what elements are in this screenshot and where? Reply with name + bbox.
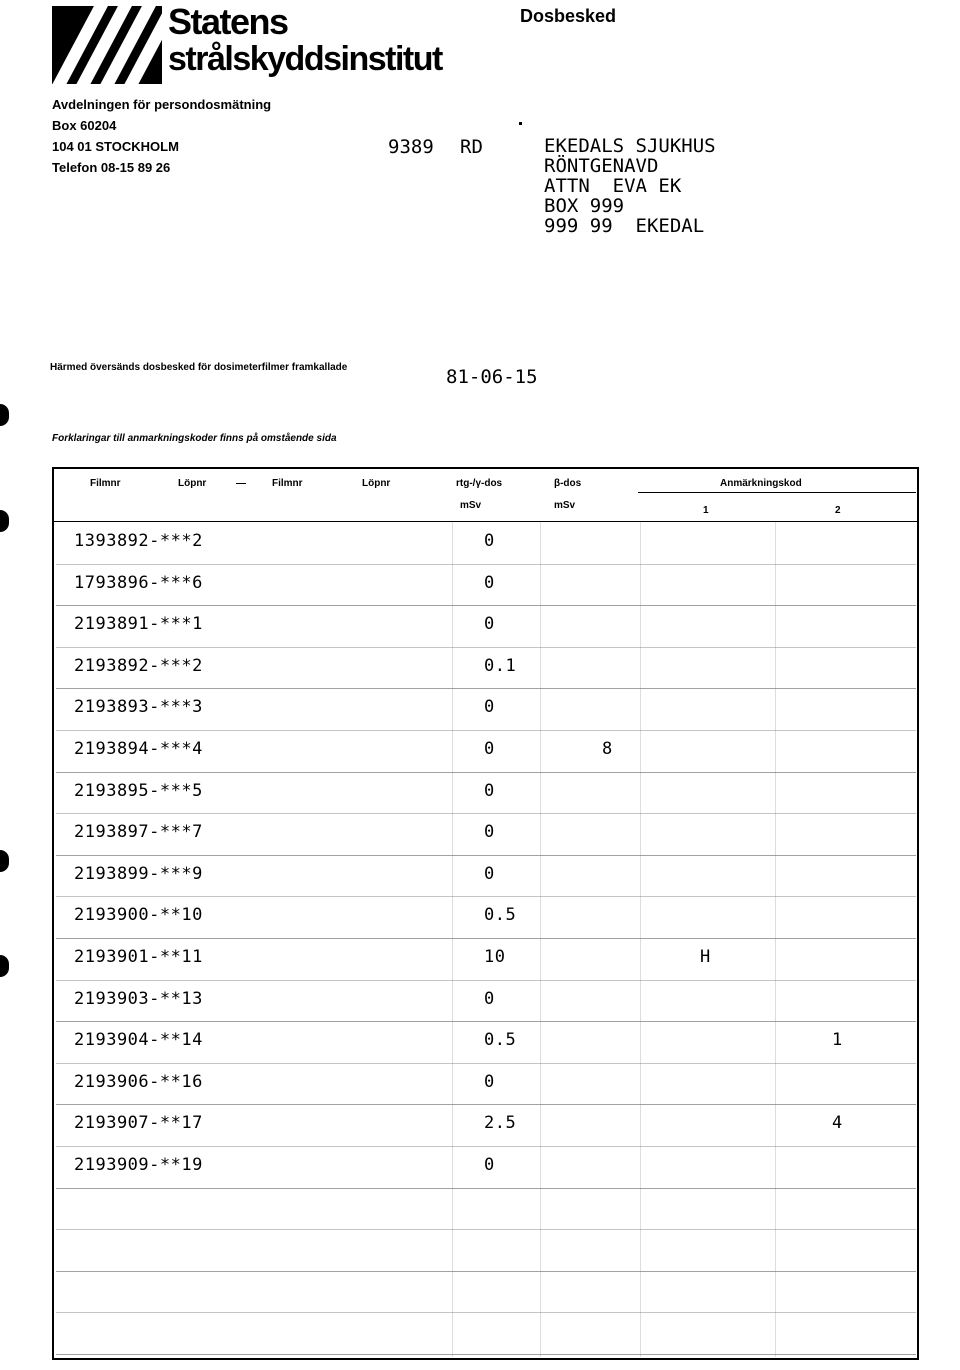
rtg-dose-cell: 0: [484, 780, 495, 801]
margin-mark: [0, 404, 9, 426]
column-divider: [540, 522, 541, 1357]
rtg-dose-cell: 0: [484, 1155, 495, 1175]
film-number-cell: 2193893-***3: [74, 697, 203, 718]
recipient-line: RÖNTGENAVD: [544, 155, 659, 177]
recipient-address: [544, 136, 716, 236]
remark-1-cell: H: [700, 947, 711, 967]
rtg-dose-cell: 0: [484, 531, 495, 551]
sender-address: [52, 94, 271, 178]
column-divider: [775, 522, 776, 1357]
row-divider: [56, 647, 916, 648]
column-divider: [640, 522, 641, 1357]
film-number-cell: 1393892-***2: [74, 531, 203, 551]
film-number-cell: 2193904-**14: [74, 1030, 203, 1051]
film-number-cell: 2193894-***4: [74, 739, 203, 759]
rtg-dose-cell: 2.5: [484, 1113, 517, 1134]
film-number-cell: 2193899-***9: [74, 863, 203, 884]
organization-name: [168, 1, 442, 78]
rtg-dose-cell: 0: [484, 614, 495, 635]
rtg-dose-cell: 10: [484, 947, 506, 967]
header-lopnr: Löpnr: [178, 478, 207, 489]
rtg-dose-cell: 0: [484, 739, 495, 759]
header-lopnr-to: Löpnr: [362, 478, 391, 489]
row-divider: [56, 1229, 916, 1230]
rtg-dose-cell: 0: [484, 863, 495, 884]
sender-city: 104 01 STOCKHOLM: [52, 139, 179, 154]
header-remarks-rule: [638, 492, 916, 493]
row-divider: [56, 1104, 916, 1105]
row-divider: [56, 1312, 916, 1313]
remark-2-cell: 4: [832, 1113, 843, 1134]
film-number-cell: 2193895-***5: [74, 780, 203, 801]
row-divider: [56, 1063, 916, 1064]
row-divider: [56, 564, 916, 565]
row-divider: [56, 605, 916, 606]
header-dash: —: [236, 478, 246, 489]
film-number-cell: 2193892-***2: [74, 655, 203, 676]
row-divider: [56, 855, 916, 856]
recipient-line: EKEDALS SJUKHUS: [544, 135, 716, 157]
row-divider: [56, 1354, 916, 1355]
film-number-cell: 2193907-**17: [74, 1113, 203, 1134]
row-divider: [56, 980, 916, 981]
film-number-cell: 2193901-**11: [74, 947, 203, 967]
rtg-dose-cell: 0: [484, 697, 495, 718]
row-divider: [56, 688, 916, 689]
rtg-dose-cell: 0: [484, 822, 495, 843]
customer-number: 9389: [388, 136, 434, 158]
margin-mark: [0, 510, 9, 532]
header-beta-dose: β-dos: [554, 478, 582, 489]
rtg-dose-cell: 0: [484, 1071, 495, 1092]
film-number-cell: 2193909-**19: [74, 1155, 203, 1175]
recipient-line: BOX 999: [544, 195, 625, 217]
header-remarks: Anmärkningskod: [720, 478, 802, 489]
row-divider: [56, 813, 916, 814]
header-beta-unit: mSv: [554, 500, 576, 511]
row-divider: [56, 730, 916, 731]
organization-name-line1: Statens: [168, 1, 288, 42]
recipient-line: 999 99 EKEDAL: [544, 215, 705, 237]
row-divider: [56, 1021, 916, 1022]
header-bottom-rule: [54, 521, 917, 522]
recipient-line: ATTN EVA EK: [544, 175, 682, 197]
row-divider: [56, 938, 916, 939]
column-divider: [452, 522, 453, 1357]
dot-mark: [519, 122, 522, 125]
intro-text: Härmed översänds dosbesked för dosimeterfilmer framkallade: [50, 362, 348, 373]
row-divider: [56, 1271, 916, 1272]
sender-phone: Telefon 08-15 89 26: [52, 160, 171, 175]
row-divider: [56, 896, 916, 897]
header-filmnr: Filmnr: [90, 478, 121, 489]
beta-dose-cell: 8: [602, 739, 613, 759]
row-divider: [56, 1188, 916, 1189]
document-type: Dosbesked: [520, 6, 617, 26]
explanation-note: Forklaringar till anmarkningskoder finns på omstående sida: [52, 433, 337, 444]
margin-mark: [0, 850, 9, 872]
organization-name-line2: strålskyddsinstitut: [168, 40, 442, 78]
film-number-cell: 1793896-***6: [74, 572, 203, 593]
rtg-dose-cell: 0: [484, 572, 495, 593]
row-divider: [56, 772, 916, 773]
film-number-cell: 2193900-**10: [74, 905, 203, 926]
header-rtg-dose: rtg-/γ-dos: [456, 478, 503, 489]
sender-box: Box 60204: [52, 118, 117, 133]
rtg-dose-cell: 0.1: [484, 655, 517, 676]
header-filmnr-to: Filmnr: [272, 478, 303, 489]
remark-2-cell: 1: [832, 1030, 843, 1051]
film-number-cell: 2193906-**16: [74, 1071, 203, 1092]
film-number-cell: 2193903-**13: [74, 988, 203, 1009]
processing-date: 81-06-15: [446, 366, 538, 388]
customer-code: RD: [460, 136, 483, 158]
rtg-dose-cell: 0.5: [484, 905, 517, 926]
row-divider: [56, 1146, 916, 1147]
header-remark-col-2: 2: [835, 505, 841, 516]
film-number-cell: 2193897-***7: [74, 822, 203, 843]
rtg-dose-cell: 0: [484, 988, 495, 1009]
header-remark-col-1: 1: [703, 505, 709, 516]
logo-mark-icon: [52, 6, 162, 84]
header-rtg-unit: mSv: [460, 500, 482, 511]
film-number-cell: 2193891-***1: [74, 614, 203, 635]
rtg-dose-cell: 0.5: [484, 1030, 517, 1051]
margin-mark: [0, 955, 9, 977]
sender-department: Avdelningen för persondosmätning: [52, 97, 272, 112]
